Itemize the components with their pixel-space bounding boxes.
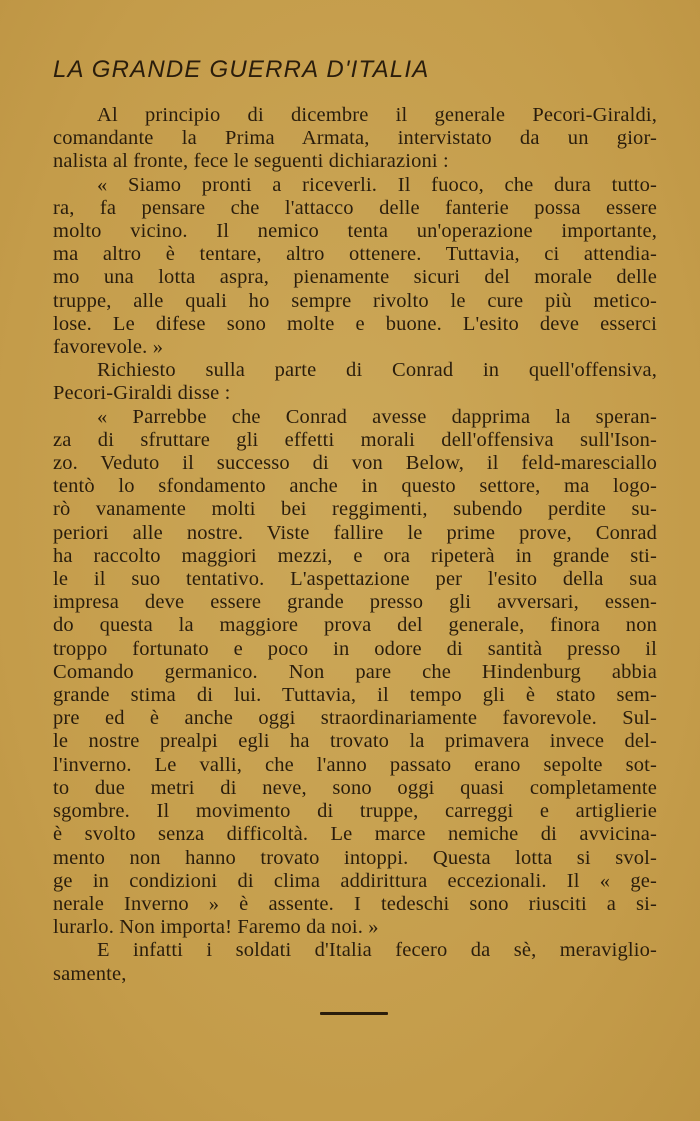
text-line: rò vanamente molti bei reggimenti, subendo perdite su-	[53, 498, 657, 521]
paragraph	[53, 406, 657, 940]
text-line: Al principio di dicembre il generale Pecori-Giraldi,	[97, 104, 657, 126]
text-line: l'inverno. Le valli, che l'anno passato erano sepolte sot-	[53, 753, 657, 776]
end-rule	[320, 1012, 388, 1015]
text-line: zo. Veduto il successo di von Below, il feld-maresciallo	[53, 452, 657, 475]
text-line: mo una lotta aspra, pienamente sicuri del morale delle	[53, 266, 657, 289]
text-line: nalista al fronte, fece le seguenti dichiarazioni :	[53, 150, 449, 173]
text-line: Pecori-Giraldi disse :	[53, 382, 231, 405]
text-line: ma altro è tentare, altro ottenere. Tuttavia, ci attendia-	[53, 243, 657, 266]
text-line: Richiesto sulla parte di Conrad in quell'offensiva,	[97, 359, 657, 382]
text-line: ge in condizioni di clima addirittura eccezionali. Il « ge-	[53, 869, 657, 892]
text-line: mento non hanno trovato intoppi. Questa lotta si svol-	[53, 846, 657, 869]
text-line: samente,	[53, 962, 127, 985]
text-line: sgombre. Il movimento di truppe, carreggi e artiglierie	[53, 800, 657, 823]
text-line: favorevole. »	[53, 336, 164, 359]
text-line: le nostre prealpi egli ha trovato la primavera invece del-	[53, 730, 657, 753]
text-line: « Parrebbe che Conrad avesse dapprima la speran-	[97, 405, 657, 428]
text-line: molto vicino. Il nemico tenta un'operazione importante,	[53, 220, 657, 243]
text-line: nerale Inverno » è assente. I tedeschi sono riusciti a si-	[53, 892, 657, 915]
text-line: periori alle nostre. Viste fallire le prime prove, Conrad	[53, 521, 657, 544]
paragraph	[53, 939, 657, 985]
running-head: LA GRANDE GUERRA D'ITALIA	[53, 56, 430, 83]
text-line: impresa deve essere grande presso gli avversari, essen-	[53, 591, 657, 614]
text-line: grande stima di lui. Tuttavia, il tempo gli è stato sem-	[53, 684, 657, 707]
text-line: troppo fortunato e poco in odore di santità presso il	[53, 637, 657, 660]
text-line: lurarlo. Non importa! Faremo da noi. »	[53, 916, 379, 939]
text-line: za di sfruttare gli effetti morali dell'offensiva sull'Ison-	[53, 428, 657, 451]
text-line: è svolto senza difficoltà. Le marce nemiche di avvicina-	[53, 823, 657, 846]
text-line: to due metri di neve, sono oggi quasi completamente	[53, 776, 657, 799]
text-line: Comando germanico. Non pare che Hindenburg abbia	[53, 660, 657, 683]
text-line: comandante la Prima Armata, intervistato da un gior-	[53, 127, 657, 150]
text-line: E infatti i soldati d'Italia fecero da sè, meraviglio-	[97, 939, 657, 962]
page	[53, 48, 657, 986]
text-line: tentò lo sfondamento anche in questo settore, ma logo-	[53, 475, 657, 498]
paragraph	[53, 104, 657, 174]
paragraph	[53, 174, 657, 360]
body-text	[53, 104, 657, 986]
text-line: ra, fa pensare che l'attacco delle fanterie possa essere	[53, 196, 657, 219]
text-line: truppe, alle quali ho sempre rivolto le cure più metico-	[53, 289, 657, 312]
text-line: lose. Le difese sono molte e buone. L'esito deve esserci	[53, 312, 657, 335]
text-line: pre ed è anche oggi straordinariamente favorevole. Sul-	[53, 707, 657, 730]
text-line: do questa la maggiore prova del generale, finora non	[53, 614, 657, 637]
paragraph	[53, 359, 657, 405]
text-line: le il suo tentativo. L'aspettazione per l'esito della sua	[53, 568, 657, 591]
text-line: ha raccolto maggiori mezzi, e ora ripeterà in grande sti-	[53, 544, 657, 567]
text-line: « Siamo pronti a riceverli. Il fuoco, che dura tutto-	[97, 173, 657, 196]
